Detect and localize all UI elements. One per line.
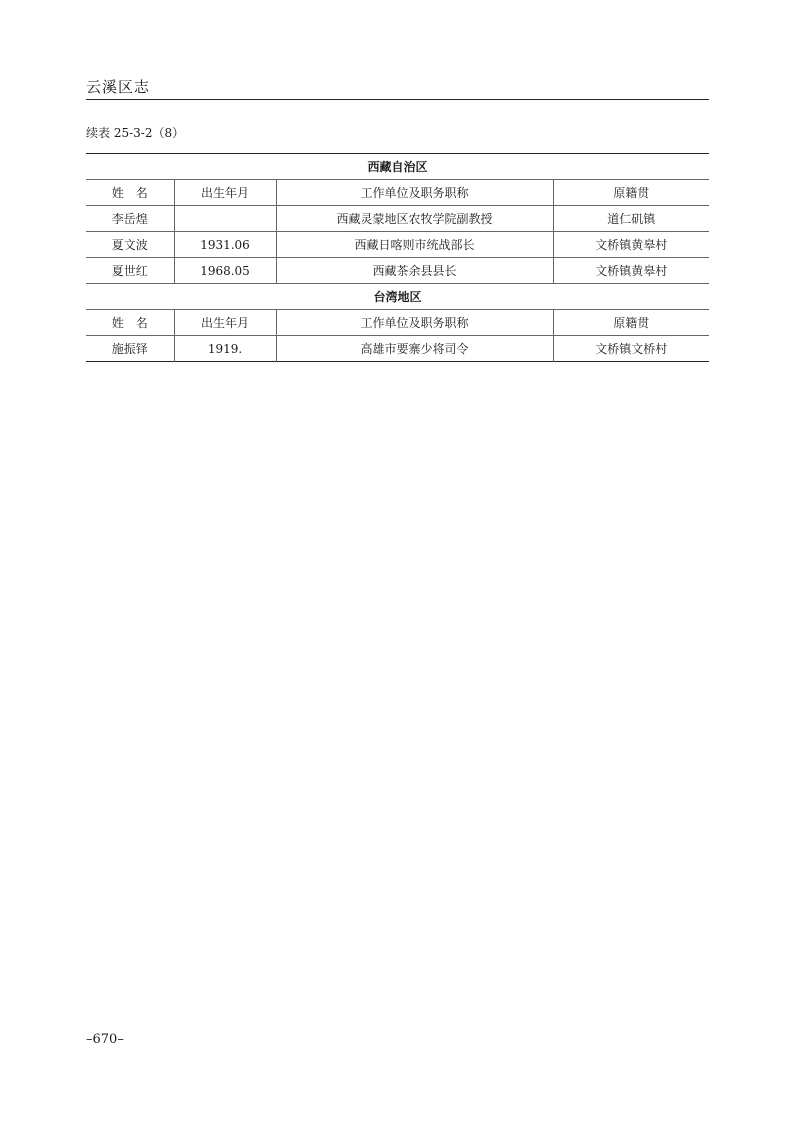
cell-name: 夏文波 (86, 232, 174, 258)
column-header-origin: 原籍贯 (553, 180, 709, 206)
section-title-row (86, 284, 709, 310)
column-header-birth: 出生年月 (174, 180, 276, 206)
section-title-row (86, 154, 709, 180)
cell-position: 西藏茶余县县长 (276, 258, 553, 284)
column-header-origin: 原籍贯 (553, 310, 709, 336)
cell-origin: 文桥镇黄皋村 (553, 258, 709, 284)
table-row (86, 258, 709, 284)
cell-origin: 道仁矶镇 (553, 206, 709, 232)
column-header-name: 姓 名 (86, 180, 174, 206)
table-row (86, 232, 709, 258)
table-row (86, 336, 709, 362)
table-row (86, 206, 709, 232)
column-header-row (86, 310, 709, 336)
column-header-position: 工作单位及职务职称 (276, 180, 553, 206)
column-header-position: 工作单位及职务职称 (276, 310, 553, 336)
running-head-title: 云溪区志 (86, 78, 151, 96)
column-header-birth: 出生年月 (174, 310, 276, 336)
table-caption: 续表 25-3-2（8） (86, 126, 185, 140)
page-number: –670– (86, 1032, 124, 1047)
section-title: 西藏自治区 (86, 154, 709, 180)
cell-birth: 1968.05 (174, 258, 276, 284)
records-table (86, 153, 709, 362)
cell-position: 西藏灵蒙地区农牧学院副教授 (276, 206, 553, 232)
cell-position: 高雄市要寨少将司令 (276, 336, 553, 362)
cell-position: 西藏日喀则市统战部长 (276, 232, 553, 258)
cell-birth: 1931.06 (174, 232, 276, 258)
section-title: 台湾地区 (86, 284, 709, 310)
column-header-row (86, 180, 709, 206)
cell-name: 施振铎 (111, 342, 148, 356)
cell-origin: 文桥镇黄皋村 (553, 232, 709, 258)
cell-origin: 文桥镇文桥村 (553, 336, 709, 362)
header-rule (86, 99, 709, 100)
cell-name: 夏世红 (86, 258, 174, 284)
cell-name: 李岳煌 (86, 206, 174, 232)
cell-birth (174, 206, 276, 232)
cell-birth: 1919. (174, 336, 276, 362)
column-header-name: 姓 名 (86, 310, 174, 336)
